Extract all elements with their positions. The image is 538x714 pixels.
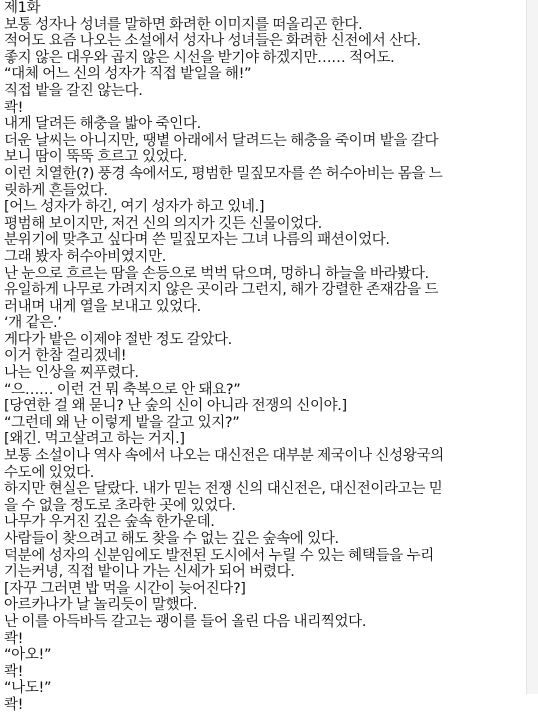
document-body — [4, 0, 524, 714]
text-line: 좋지 않은 대우와 곱지 않은 시선을 받기야 하겠지만…… 적어도. — [4, 49, 395, 66]
text-line: 콱! — [4, 663, 24, 680]
text-line: “아오!” — [4, 647, 52, 664]
text-line: 보니 땀이 뚝뚝 흐르고 있었다. — [4, 149, 188, 166]
text-line: 보통 성자나 성녀를 말하면 화려한 이미지를 떠올리곤 한다. — [4, 16, 363, 33]
text-line: “그런데 왜 난 이렇게 밭을 갈고 있지?” — [4, 414, 240, 431]
text-line: 덕분에 성자의 신분임에도 발전된 도시에서 누릴 수 있는 혜택들을 누리 — [4, 547, 434, 564]
text-line: 콱! — [4, 99, 24, 116]
text-line: 평범해 보이지만, 저건 신의 의지가 깃든 신물이었다. — [4, 215, 322, 232]
text-line: [왜긴. 먹고살려고 하는 거지.] — [4, 431, 185, 448]
text-line: 나무가 우거진 깊은 숲속 한가운데. — [4, 514, 215, 531]
text-line: 직접 밭을 갈진 않는다. — [4, 82, 143, 99]
text-line: [어느 성자가 하긴, 여기 성자가 하고 있네.] — [4, 199, 265, 216]
text-lines — [4, 17, 524, 714]
text-line: 난 이를 아득바득 갈고는 괭이를 들어 올린 다음 내리찍었다. — [4, 613, 367, 630]
text-line: 러내며 내게 열을 보내고 있었다. — [4, 298, 201, 315]
text-line: ‘개 같은.’ — [4, 315, 62, 332]
text-line: 유일하게 나무로 가려지지 않은 곳이라 그런지, 해가 강렬한 존재감을 드 — [4, 282, 439, 299]
text-line: 더운 날씨는 아니지만, 땡볕 아래에서 달려드는 해충을 죽이며 밭을 갈다 — [4, 132, 439, 149]
text-line: [자꾸 그러면 밥 먹을 시간이 늦어진다?] — [4, 580, 246, 597]
text-line: 아르카나가 날 놀리듯이 말했다. — [4, 597, 198, 614]
text-line: 을 수 없을 정도로 초라한 곳에 있었다. — [4, 497, 236, 514]
text-line: 사람들이 찾으려고 해도 찾을 수 없는 깊은 숲속에 있다. — [4, 531, 339, 547]
text-line: 콱! — [4, 696, 24, 713]
chapter-title: 제1화 — [4, 0, 41, 16]
text-line: “대체 어느 신의 성자가 직접 밭일을 해!” — [4, 66, 252, 83]
text-line: 게다가 밭은 이제야 절반 정도 갈았다. — [4, 331, 232, 348]
text-line: 릿하게 흔들었다. — [4, 182, 108, 199]
text-line: 하지만 현실은 달랐다. 내가 믿는 전쟁 신의 대신전은, 대신전이라고는 믿 — [4, 481, 443, 498]
vertical-scrollbar[interactable] — [526, 0, 538, 694]
text-line: 난 눈으로 흐르는 땀을 손등으로 벅벅 닦으며, 멍하니 하늘을 바라봤다. — [4, 265, 429, 282]
text-line: 적어도 요즘 나오는 소설에서 성자나 성녀들은 화려한 신전에서 산다. — [4, 33, 421, 50]
text-line: 콱! — [4, 630, 24, 647]
text-line: “으…… 이런 건 뭐 축복으로 안 돼요?” — [4, 381, 241, 398]
text-line: 그래 봤자 허수아비였지만. — [4, 248, 167, 265]
text-line: 보통 소설이나 역사 속에서 나오는 대신전은 대부분 제국이나 신성왕국의 — [4, 448, 444, 465]
text-line: [당연한 걸 왜 묻니? 난 숲의 신이 아니라 전쟁의 신이야.] — [4, 398, 347, 415]
text-line: 이거 한참 걸리겠네! — [4, 348, 127, 365]
text-line: 분위기에 맞추고 싶다며 쓴 밀짚모자는 그녀 나름의 패션이었다. — [4, 232, 390, 249]
text-line: 이런 치열한(?) 풍경 속에서도, 평범한 밀짚모자를 쓴 허수아비는 몸을 느 — [4, 165, 443, 182]
text-line: 나는 인상을 찌푸렸다. — [4, 365, 139, 382]
text-line: 내게 달려든 해충을 밟아 죽인다. — [4, 116, 201, 133]
text-line: 수도에 있었다. — [4, 464, 94, 481]
text-line: “나도!” — [4, 680, 52, 697]
text-line: 기는커녕, 직접 밭이나 가는 신세가 되어 버렸다. — [4, 564, 295, 581]
